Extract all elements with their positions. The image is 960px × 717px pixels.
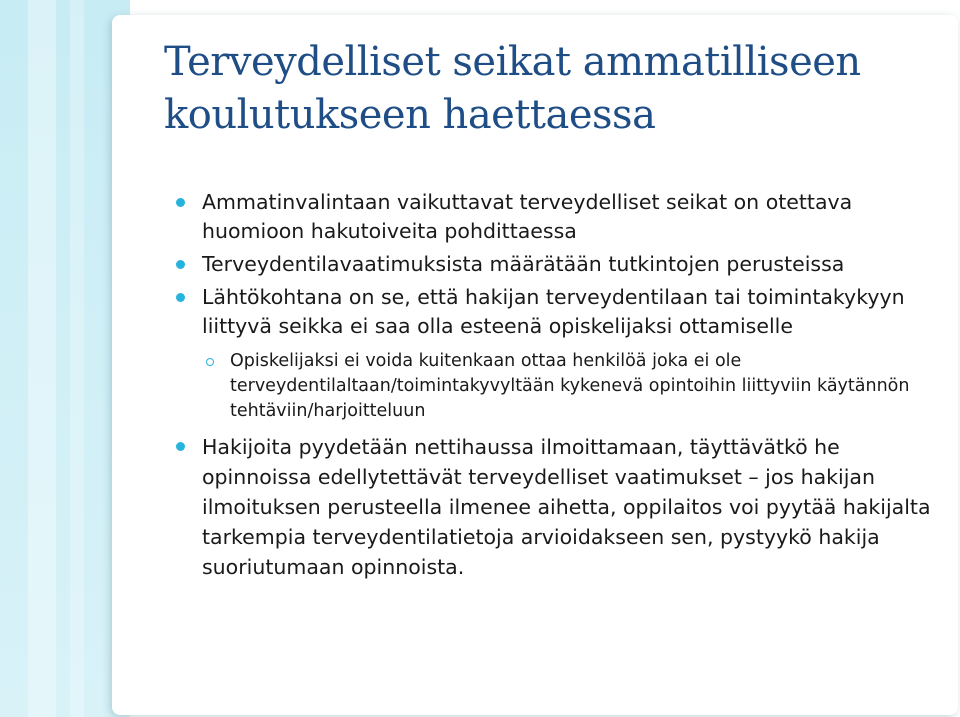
bullet-text: Lähtökohtana on se, että hakijan terveydentilaan tai toimintakykyyn liittyvä seikka ei saa olla esteenä opiskelijaksi ottamiselle [202, 285, 905, 338]
decorative-side-stripe [0, 0, 130, 717]
bullet-dot-icon [176, 293, 185, 302]
bullet-item [176, 283, 936, 341]
bullet-list [176, 188, 936, 586]
bullet-text: Hakijoita pyydetään nettihaussa ilmoittamaan, täyttävätkö he opinnoissa edellytettävät terveydelliset vaatimukset – jos hakijan ilmoituksen perusteella ilmenee aihetta, oppilaitos voi pyytää hakijalta tarkempia terveydentilatietoja arvioidakseen sen, pystyykö hakija suoriutumaan opinnoista. [202, 435, 931, 579]
bullet-item [176, 250, 936, 279]
bullet-circle-icon [206, 358, 214, 366]
bullet-text: Terveydentilavaatimuksista määrätään tutkintojen perusteissa [202, 252, 845, 276]
bullet-item [176, 432, 936, 582]
slide-title: Terveydelliset seikat ammatilliseen koulutukseen haettaessa [164, 39, 861, 138]
sub-bullet-text: Opiskelijaksi ei voida kuitenkaan ottaa henkilöä joka ei ole terveydentilaltaan/toimintakyvyltään kykenevä opintoihin liittyviin käytännön tehtäviin/harjoitteluun [230, 351, 910, 421]
sub-bullet-item [206, 349, 936, 424]
bullet-text: Ammatinvalintaan vaikuttavat terveydelliset seikat on otettava huomioon hakutoiveita pohdittaessa [202, 190, 853, 243]
bullet-dot-icon [176, 260, 185, 269]
bullet-dot-icon [176, 198, 185, 207]
bullet-item [176, 188, 936, 246]
bullet-dot-icon [176, 442, 185, 451]
